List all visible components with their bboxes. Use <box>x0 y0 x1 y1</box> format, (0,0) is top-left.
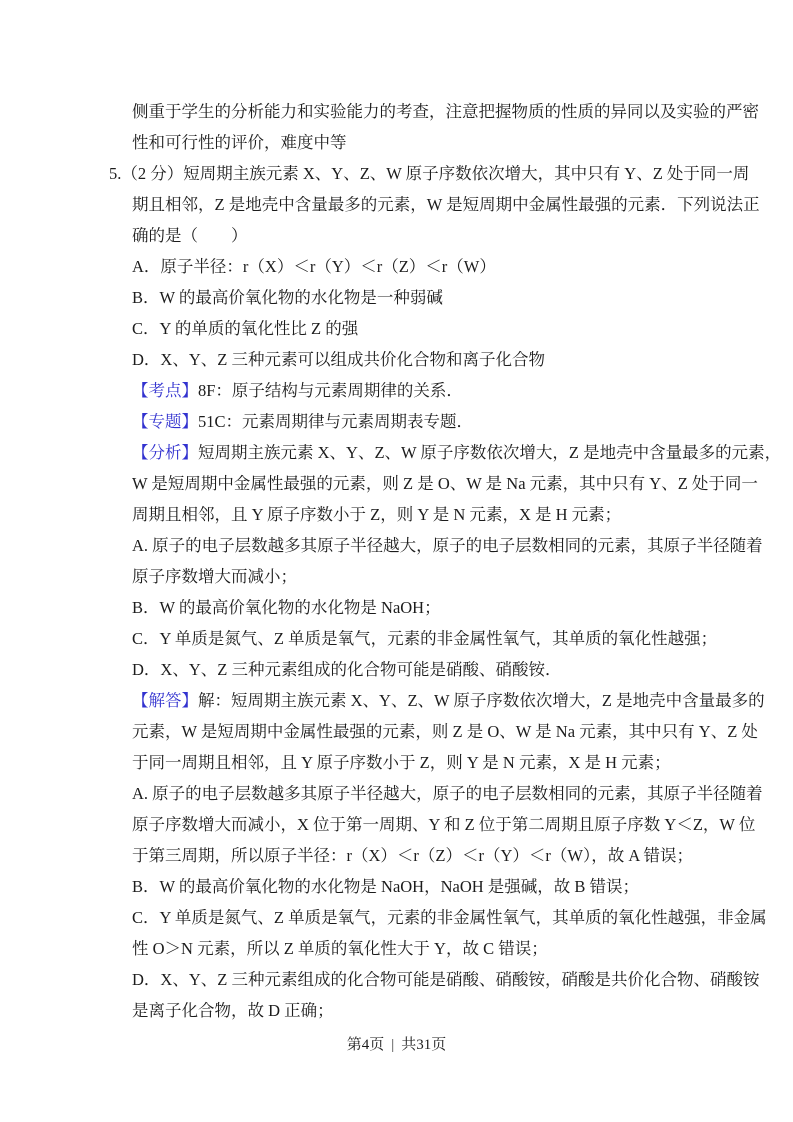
footer-page-number: 第4页 <box>346 1037 385 1053</box>
question-5-option-b-line-1: B．W 的最高价氧化物的水化物是一种弱碱 <box>132 288 443 307</box>
question-5-stem-line-2: 期且相邻，Z 是地壳中含量最多的元素，W 是短周期中金属性最强的元素．下列说法正 <box>132 195 760 214</box>
jieda-point-a-line-2: 原子序数增大而减小，X 位于第一周期、Y 和 Z 位于第二周期且原子序数 Y＜Z，W 位 <box>132 815 756 834</box>
jieda-point-b-line-1: B．W 的最高价氧化物的水化物是 NaOH，NaOH 是强碱，故 B 错误； <box>132 877 640 896</box>
jieda-point-a-line-3: 于第三周期，所以原子半径：r（X）＜r（Z）＜r（Y）＜r（W），故 A 错误； <box>132 846 693 865</box>
footer-total-pages: 共31页 <box>401 1037 447 1053</box>
section-fenxi-line-1: 【分析】短周期主族元素 X、Y、Z、W 原子序数依次增大，Z 是地壳中含量最多的元素， <box>132 443 782 462</box>
section-kaodian-label: 【考点】 <box>132 381 198 400</box>
section-jieda-line-2: 元素，W 是短周期中金属性最强的元素，则 Z 是 O、W 是 Na 元素，其中只有 Y、Z 处 <box>132 722 758 741</box>
section-jieda-label: 【解答】 <box>132 691 198 710</box>
section-fenxi-line-3: 周期且相邻，且 Y 原子序数小于 Z，则 Y 是 N 元素，X 是 H 元素； <box>132 505 622 524</box>
fenxi-point-a-line-1: A. 原子的电子层数越多其原子半径越大，原子的电子层数相同的元素，其原子半径随着 <box>132 536 763 555</box>
fenxi-point-b-line-1: B．W 的最高价氧化物的水化物是 NaOH； <box>132 598 441 617</box>
document-body <box>109 96 782 1026</box>
section-kaodian-line-1: 【考点】8F：原子结构与元素周期律的关系． <box>132 381 463 400</box>
question-5-option-a-line-1: A．原子半径：r（X）＜r（Y）＜r（Z）＜r（W） <box>132 257 496 276</box>
jieda-point-c-line-1: C．Y 单质是氮气、Z 单质是氧气，元素的非金属性氧气，其单质的氧化性越强，非金属 <box>132 908 767 927</box>
intro-continuation-line-1: 侧重于学生的分析能力和实验能力的考查，注意把握物质的性质的异同以及实验的严密 <box>132 102 759 121</box>
section-zhuanti-line-1: 【专题】51C：元素周期律与元素周期表专题． <box>132 412 474 431</box>
jieda-point-d-line-1: D．X、Y、Z 三种元素组成的化合物可能是硝酸、硝酸铵，硝酸是共价化合物、硝酸铵 <box>132 970 760 989</box>
intro-continuation-line-2: 性和可行性的评价，难度中等 <box>132 133 347 152</box>
question-5-option-d-line-1: D．X、Y、Z 三种元素可以组成共价化合物和离子化合物 <box>132 350 545 369</box>
question-5-option-c-line-1: C．Y 的单质的氧化性比 Z 的强 <box>132 319 359 338</box>
section-jieda-line-3: 于同一周期且相邻，且 Y 原子序数小于 Z，则 Y 是 N 元素，X 是 H 元素； <box>132 753 671 772</box>
fenxi-point-a-line-2: 原子序数增大而减小； <box>132 567 297 586</box>
question-5-stem-line-1: 5.（2 分）短周期主族元素 X、Y、Z、W 原子序数依次增大，其中只有 Y、Z 处于同一周 <box>109 164 750 183</box>
section-zhuanti-label: 【专题】 <box>132 412 198 431</box>
jieda-point-c-line-2: 性 O＞N 元素，所以 Z 单质的氧化性大于 Y，故 C 错误； <box>132 939 548 958</box>
question-5-stem-line-3: 确的是（ ） <box>132 226 248 245</box>
fenxi-point-d-line-1: D．X、Y、Z 三种元素组成的化合物可能是硝酸、硝酸铵． <box>132 660 562 679</box>
footer-separator: | <box>391 1037 395 1053</box>
fenxi-point-c-line-1: C．Y 单质是氮气、Z 单质是氧气，元素的非金属性氧气，其单质的氧化性越强； <box>132 629 718 648</box>
section-fenxi-label: 【分析】 <box>132 443 198 462</box>
section-fenxi-line-2: W 是短周期中金属性最强的元素，则 Z 是 O、W 是 Na 元素，其中只有 Y、Z 处于同一 <box>132 474 758 493</box>
section-jieda-line-1: 【解答】解：短周期主族元素 X、Y、Z、W 原子序数依次增大，Z 是地壳中含量最多的 <box>132 691 765 710</box>
jieda-point-a-line-1: A. 原子的电子层数越多其原子半径越大，原子的电子层数相同的元素，其原子半径随着 <box>132 784 763 803</box>
page-footer <box>0 1033 793 1054</box>
jieda-point-d-line-2: 是离子化合物，故 D 正确； <box>132 1001 334 1020</box>
